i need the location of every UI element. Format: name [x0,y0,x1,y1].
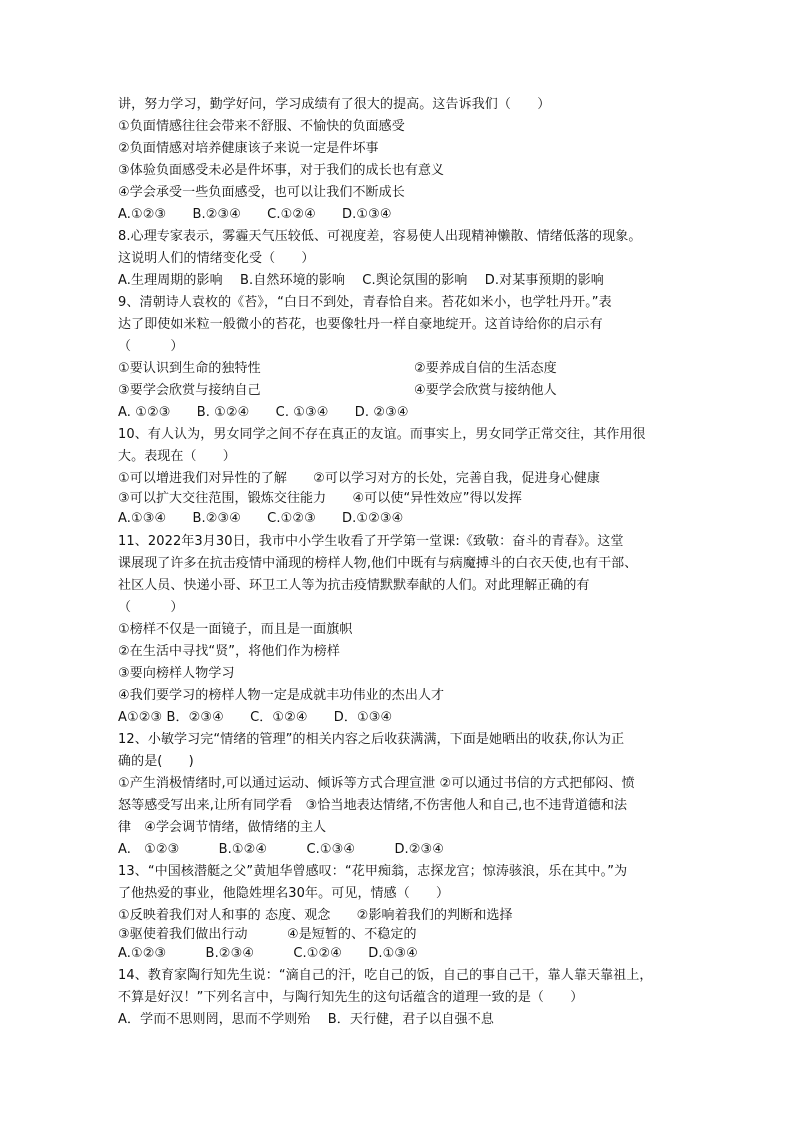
option-statement-9-1: ①要认识到生命的独特性 [118,361,261,376]
question-13-stem: 13、“中国核潜艇之父”黄旭华曾感叹：“花甲痴翁，志探龙宫；惊涛骇浪，乐在其中。”为 [118,864,628,879]
answer-choices-9: A. ①②③ B. ①②④ C. ①③④ D. ②③④ [118,405,409,420]
answer-choices-7: A.①②③ B.②③④ C.①②④ D.①③④ [118,207,392,222]
question-9-stem: 9、清朝诗人袁枚的《苔》，“白日不到处，青春恰自来。苔花如米小，也学牡丹开。”表 [118,295,612,310]
option-statement-9-3: ③要学会欣赏与接纳自己 [118,383,261,398]
option-statement-9-4: ④要学会欣赏与接纳他人 [414,383,557,398]
question-8-stem-cont: 这说明人们的情绪变化受（ ） [118,251,315,266]
option-statement-3: ③体验负面感受未必是件坏事，对于我们的成长也有意义 [118,163,445,178]
answer-choices-14: A．学而不思则罔，思而不学则殆 B．天行健，君子以自强不息 [118,1012,494,1027]
option-row-12a: ①产生消极情绪时,可以通过运动、倾诉等方式合理宣泄 ②可以通过书信的方式把郁闷、愤 [118,776,635,791]
question-13-stem-cont: 了他热爱的事业，他隐姓埋名30年。可见，情感（ ） [118,886,450,901]
answer-choices-8: A.生理周期的影响 B.自然环境的影响 C.舆论氛围的影响 D.对某事预期的影响 [118,273,604,288]
option-row-12b: 怒等感受写出来,让所有同学看 ③恰当地表达情绪,不伤害他人和自己,也不违背道德和法 [118,798,628,813]
option-statement-11-2: ②在生活中寻找“贤”，将他们作为榜样 [118,644,340,659]
option-statement-9-2: ②要养成自信的生活态度 [414,361,557,376]
option-row-9a [118,360,557,377]
option-row-13b: ③驱使着我们做出行动 ④是短暂的、不稳定的 [118,927,417,942]
option-row-9b [118,382,557,399]
option-statement-2: ②负面情感对培养健康该子来说一定是件坏事 [118,141,379,156]
question-10-stem-cont: 大。表现在（ ） [118,449,236,464]
option-statement-1: ①负面情感往往会带来不舒服、不愉快的负面感受 [118,119,405,134]
answer-choices-12: A. ①②③ B.①②④ C.①③④ D.②③④ [118,842,445,857]
answer-choices-10: A.①③④ B.②③④ C.①②③ D.①②③④ [118,511,404,526]
option-row-10a: ①可以增进我们对异性的了解 ②可以学习对方的长处，完善自我，促进身心健康 [118,471,601,486]
question-12-stem-cont: 确的是( ) [118,754,194,769]
question-9-blank: （ ） [118,339,184,354]
question-7-stem-end: 讲，努力学习，勤学好问，学习成绩有了很大的提高。这告诉我们（ ） [118,97,551,112]
option-row-10b: ③可以扩大交往范围，锻炼交往能力 ④可以使“异性效应”得以发挥 [118,491,522,506]
question-12-stem: 12、小敏学习完“情绪的管理”的相关内容之后收获满满，下面是她晒出的收获,你认为正 [118,732,625,747]
question-14-stem-cont: 不算是好汉！”下列名言中，与陶行知先生的这句话蕴含的道理一致的是（ ） [118,990,584,1005]
question-11-stem-cont2: 社区人员、快递小哥、环卫工人等为抗击疫情默默奉献的人们。对此理解正确的有 [118,578,590,593]
answer-choices-11: A①②③ B．②③④ C．①②④ D．①③④ [118,710,393,725]
option-row-12c: 律 ④学会调节情绪，做情绪的主人 [118,820,327,835]
question-11-stem-cont: 课展现了许多在抗击疫情中涌现的榜样人物,他们中既有与病魔搏斗的白衣天使,也有干部、 [118,556,638,571]
option-statement-4: ④学会承受一些负面感受，也可以让我们不断成长 [118,185,405,200]
answer-choices-13: A.①②③ B.②③④ C.①②④ D.①③④ [118,946,418,961]
option-statement-11-4: ④我们要学习的榜样人物一定是成就丰功伟业的杰出人才 [118,688,445,703]
question-9-stem-cont: 达了即使如米粒一般微小的苔花，也要像牡丹一样自豪地绽开。这首诗给你的启示有 [118,317,603,332]
option-statement-11-1: ①榜样不仅是一面镜子，而且是一面旗帜 [118,622,353,637]
question-11-stem: 11、2022年3月30日，我市中小学生收看了开学第一堂课:《致敬：奋斗的青春》。这堂 [118,534,624,549]
question-14-stem: 14、教育家陶行知先生说：“滴自己的汗，吃自己的饭，自己的事自己干，靠人靠天靠祖上， [118,968,653,983]
question-10-stem: 10、有人认为，男女同学之间不存在真正的友谊。而事实上，男女同学正常交往，其作用很 [118,427,646,442]
option-row-13a: ①反映着我们对人和事的 态度、观念 ②影响着我们的判断和选择 [118,908,513,923]
option-statement-11-3: ③要向榜样人物学习 [118,666,235,681]
question-8-stem: 8.心理专家表示，雾霾天气压较低、可视度差，容易使人出现精神懒散、情绪低落的现象。 [118,229,642,244]
question-11-blank: （ ） [118,600,184,615]
